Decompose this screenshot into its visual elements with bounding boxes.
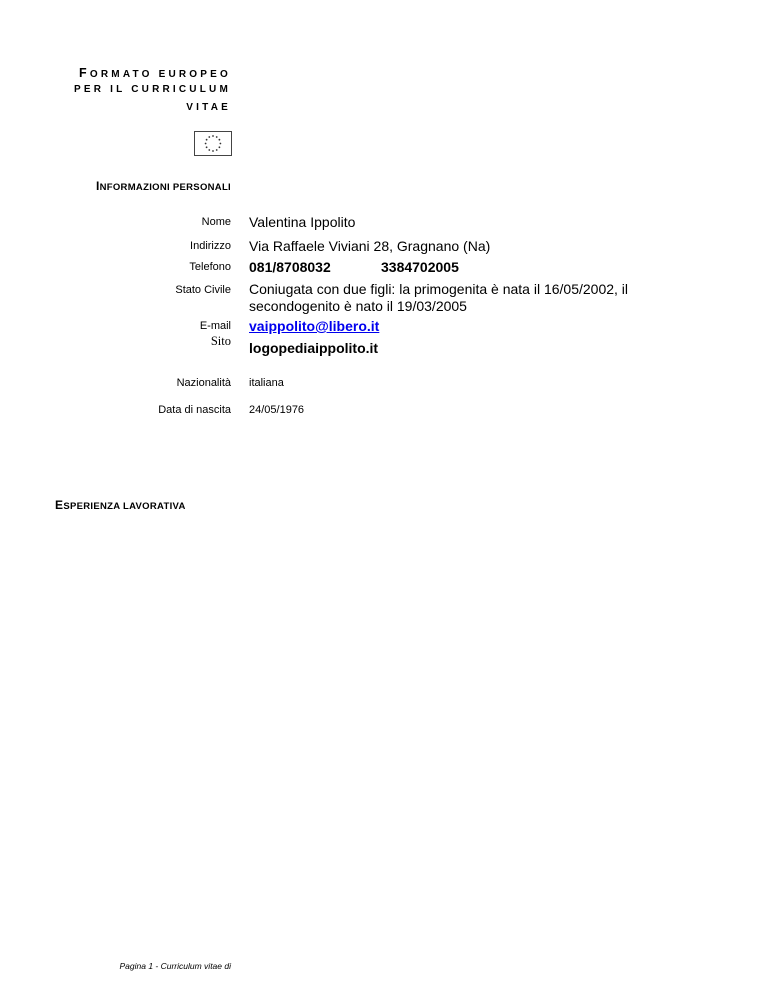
section-rest: NFORMAZIONI PERSONALI (99, 182, 231, 193)
label-nome: Nome (201, 216, 231, 228)
label-email: E-mail (199, 320, 231, 332)
value-nazionalita: italiana (249, 377, 284, 389)
value-stato-civile: Coniugata con due figli: la primogenita è nata il 16/05/2002, il secondogenito è nato il 19/03/2005 (249, 281, 629, 314)
cv-format-title-line2: PER IL CURRICULUM (74, 84, 231, 95)
title-rest: ORMATO EUROPEO (89, 69, 231, 80)
value-data-nascita: 24/05/1976 (249, 404, 305, 416)
eu-flag-icon (194, 131, 232, 156)
eu-stars-icon (195, 132, 231, 155)
page-footer: Pagina 1 - Curriculum vitae di (119, 961, 231, 971)
label-nazionalita: Nazionalità (176, 377, 231, 389)
section-initial: E (55, 498, 64, 512)
section-rest: SPERIENZA LAVORATIVA (63, 501, 186, 512)
label-stato-civile: Stato Civile (175, 284, 231, 296)
cv-format-title-line1 (79, 66, 231, 80)
section-work-experience (55, 498, 186, 512)
label-sito: Sito (210, 334, 231, 348)
value-telefono-2: 3384702005 (381, 259, 459, 275)
email-link[interactable]: vaippolito@libero.it (249, 318, 380, 334)
value-nome: Valentina Ippolito (249, 214, 356, 230)
section-personal-info (96, 179, 231, 193)
label-indirizzo: Indirizzo (190, 240, 231, 252)
label-data-nascita: Data di nascita (158, 404, 231, 416)
value-telefono-1: 081/8708032 (249, 259, 331, 275)
label-telefono: Telefono (189, 261, 231, 273)
value-sito: logopediaippolito.it (249, 340, 379, 356)
section-initial: I (95, 179, 100, 193)
value-indirizzo: Via Raffaele Viviani 28, Gragnano (Na) (249, 238, 491, 254)
title-initial: F (79, 66, 90, 80)
cv-format-title-line3: VITAE (186, 102, 231, 113)
